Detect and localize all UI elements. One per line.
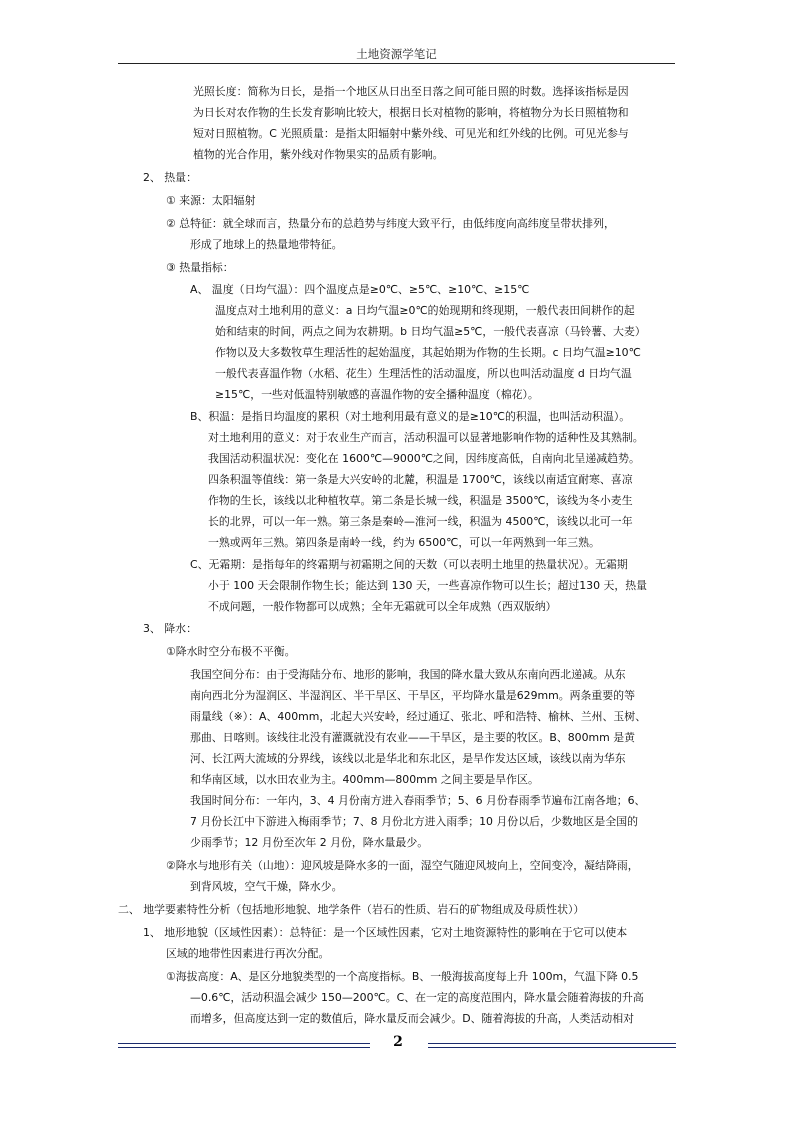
text-line: 区域的地带性因素进行再次分配。 bbox=[166, 947, 330, 960]
header-rule bbox=[118, 63, 675, 64]
text-line: 我国时间分布：一年内，3、4 月份南方进入春雨季节；5、6 月份春雨季节遍布江南各地；6、 bbox=[190, 794, 646, 807]
text-line: 那曲、日喀则。该线往北没有灌溉就没有农业——干旱区，是主要的牧区。B、800mm 是黄 bbox=[190, 731, 636, 744]
text-line: 我国活动积温状况：变化在 1600℃—9000℃之间，因纬度高低，自南向北呈递减趋势。 bbox=[208, 452, 640, 465]
text-line: —0.6℃，活动积温会减少 150—200℃。C、在一定的高度范围内，降水量会随着海拔的升高 bbox=[190, 991, 644, 1004]
text-line: 雨量线（※）：A、400mm，北起大兴安岭，经过通辽、张北、呼和浩特、榆林、兰州、玉树、 bbox=[190, 710, 647, 723]
footer-rule-left-thin bbox=[118, 1047, 370, 1048]
text-line: 长的北界，可以一年一熟。第三条是秦岭—淮河一线，积温为 4500℃，该线以北可一年 bbox=[208, 515, 633, 528]
text-line: 四条积温等值线：第一条是大兴安岭的北麓，积温是 1700℃，该线以南适宜耐寒、喜凉 bbox=[208, 473, 633, 486]
text-line: ③ 热量指标： bbox=[166, 261, 234, 274]
text-line: ① 来源：太阳辐射 bbox=[166, 194, 256, 207]
text-line: 南向西北分为湿润区、半湿润区、半干旱区、干旱区，平均降水量是629mm。两条重要的等 bbox=[190, 689, 635, 702]
text-line: ①海拔高度：A、是区分地貌类型的一个高度指标。B、一般海拔高度每上升 100m，气温下降 0.5 bbox=[166, 970, 639, 983]
text-line: 短对日照植物。C 光照质量：是指太阳辐射中紫外线、可见光和红外线的比例。可见光参与 bbox=[193, 127, 629, 140]
text-line: 小于 100 天会限制作物生长；能达到 130 天，一些喜凉作物可以生长；超过130 天，热量 bbox=[208, 579, 648, 592]
text-line: 不成问题，一般作物都可以成熟；全年无霜就可以全年成熟（西双版纳） bbox=[208, 600, 557, 613]
text-line: 形成了地球上的热量地带特征。 bbox=[190, 238, 343, 251]
page-header-title: 土地资源学笔记 bbox=[356, 47, 437, 61]
text-line: 河、长江两大流域的分界线，该线以北是华北和东北区，是旱作发达区域，该线以南为华东 bbox=[190, 752, 626, 765]
text-line: 而增多，但高度达到一定的数值后，降水量反而会减少。D、随着海拔的升高，人类活动相对 bbox=[190, 1012, 635, 1025]
text-line: 始和结束的时间，两点之间为农耕期。b 日均气温≥5℃，一般代表喜凉（马铃薯、大麦） bbox=[215, 325, 646, 338]
footer-rule-right-thin bbox=[428, 1047, 676, 1048]
text-line: 植物的光合作用，紫外线对作物果实的品质有影响。 bbox=[193, 148, 444, 161]
text-line: 和华南区域，以水田农业为主。400mm—800mm 之间主要是旱作区。 bbox=[190, 773, 539, 786]
footer-rule-right bbox=[428, 1043, 676, 1044]
text-line: 温度点对土地利用的意义：a 日均气温≥0℃的始现期和终现期，一般代表田间耕作的起 bbox=[215, 304, 635, 317]
text-line: 二、 地学要素特性分析（包括地形地貌、地学条件（岩石的性质、岩石的矿物组成及母质性状）） bbox=[118, 903, 585, 916]
footer-rule-left bbox=[118, 1043, 370, 1044]
text-line: 1、 地形地貌（区域性因素）：总特征：是一个区域性因素，它对土地资源特性的影响在于它可以使本 bbox=[143, 926, 628, 939]
text-line: 作物的生长，该线以北种植牧草。第二条是长城一线，积温是 3500℃，该线为冬小麦生 bbox=[208, 494, 633, 507]
text-line: 7 月份长江中下游进入梅雨季节；7、8 月份北方进入雨季；10 月份以后，少数地区是全国的 bbox=[190, 815, 638, 828]
text-line: 一般代表喜温作物（水稻、花生）生理活性的活动温度，所以也叫活动温度 d 日均气温 bbox=[215, 367, 632, 380]
text-line: 3、 降水： bbox=[143, 622, 197, 635]
text-line: 为日长对农作物的生长发育影响比较大，根据日长对植物的影响，将植物分为长日照植物和 bbox=[193, 106, 629, 119]
text-line: A、 温度（日均气温）：四个温度点是≥0℃、≥5℃、≥10℃、≥15℃ bbox=[190, 283, 530, 296]
text-line: C、无霜期：是指每年的终霜期与初霜期之间的天数（可以表明土地里的热量状况）。无霜期 bbox=[190, 558, 628, 571]
page-number: 2 bbox=[393, 1034, 403, 1050]
text-line: B、积温：是指日均温度的累积（对土地利用最有意义的是≥10℃的积温，也叫活动积温）。 bbox=[190, 410, 631, 423]
text-line: 一熟或两年三熟。第四条是南岭一线，约为 6500℃，可以一年两熟到一年三熟。 bbox=[208, 536, 600, 549]
text-line: 2、 热量： bbox=[143, 171, 197, 184]
text-line: 作物以及大多数牧草生理活性的起始温度，其起始期为作物的生长期。c 日均气温≥10℃ bbox=[215, 346, 641, 359]
text-line: ≥15℃，一些对低温特别敏感的喜温作物的安全播种温度（棉花）。 bbox=[215, 388, 539, 401]
text-line: ② 总特征：就全球而言，热量分布的总趋势与纬度大致平行，由低纬度向高纬度呈带状排列， bbox=[166, 217, 615, 230]
text-line: 少雨季节；12 月份至次年 2 月份，降水量最少。 bbox=[190, 836, 429, 849]
text-line: 光照长度：简称为日长，是指一个地区从日出至日落之间可能日照的时数。选择该指标是因 bbox=[193, 85, 629, 98]
text-line: 到背风坡，空气干燥，降水少。 bbox=[190, 880, 343, 893]
text-line: ①降水时空分布极不平衡。 bbox=[166, 645, 296, 658]
text-line: 对土地利用的意义：对于农业生产而言，活动积温可以显著地影响作物的适种性及其熟制。 bbox=[208, 431, 644, 444]
text-line: ②降水与地形有关（山地）：迎风坡是降水多的一面，湿空气随迎风坡向上，空间变冷，凝结降雨， bbox=[166, 859, 639, 872]
text-line: 我国空间分布：由于受海陆分布、地形的影响，我国的降水量大致从东南向西北递减。从东 bbox=[190, 668, 626, 681]
